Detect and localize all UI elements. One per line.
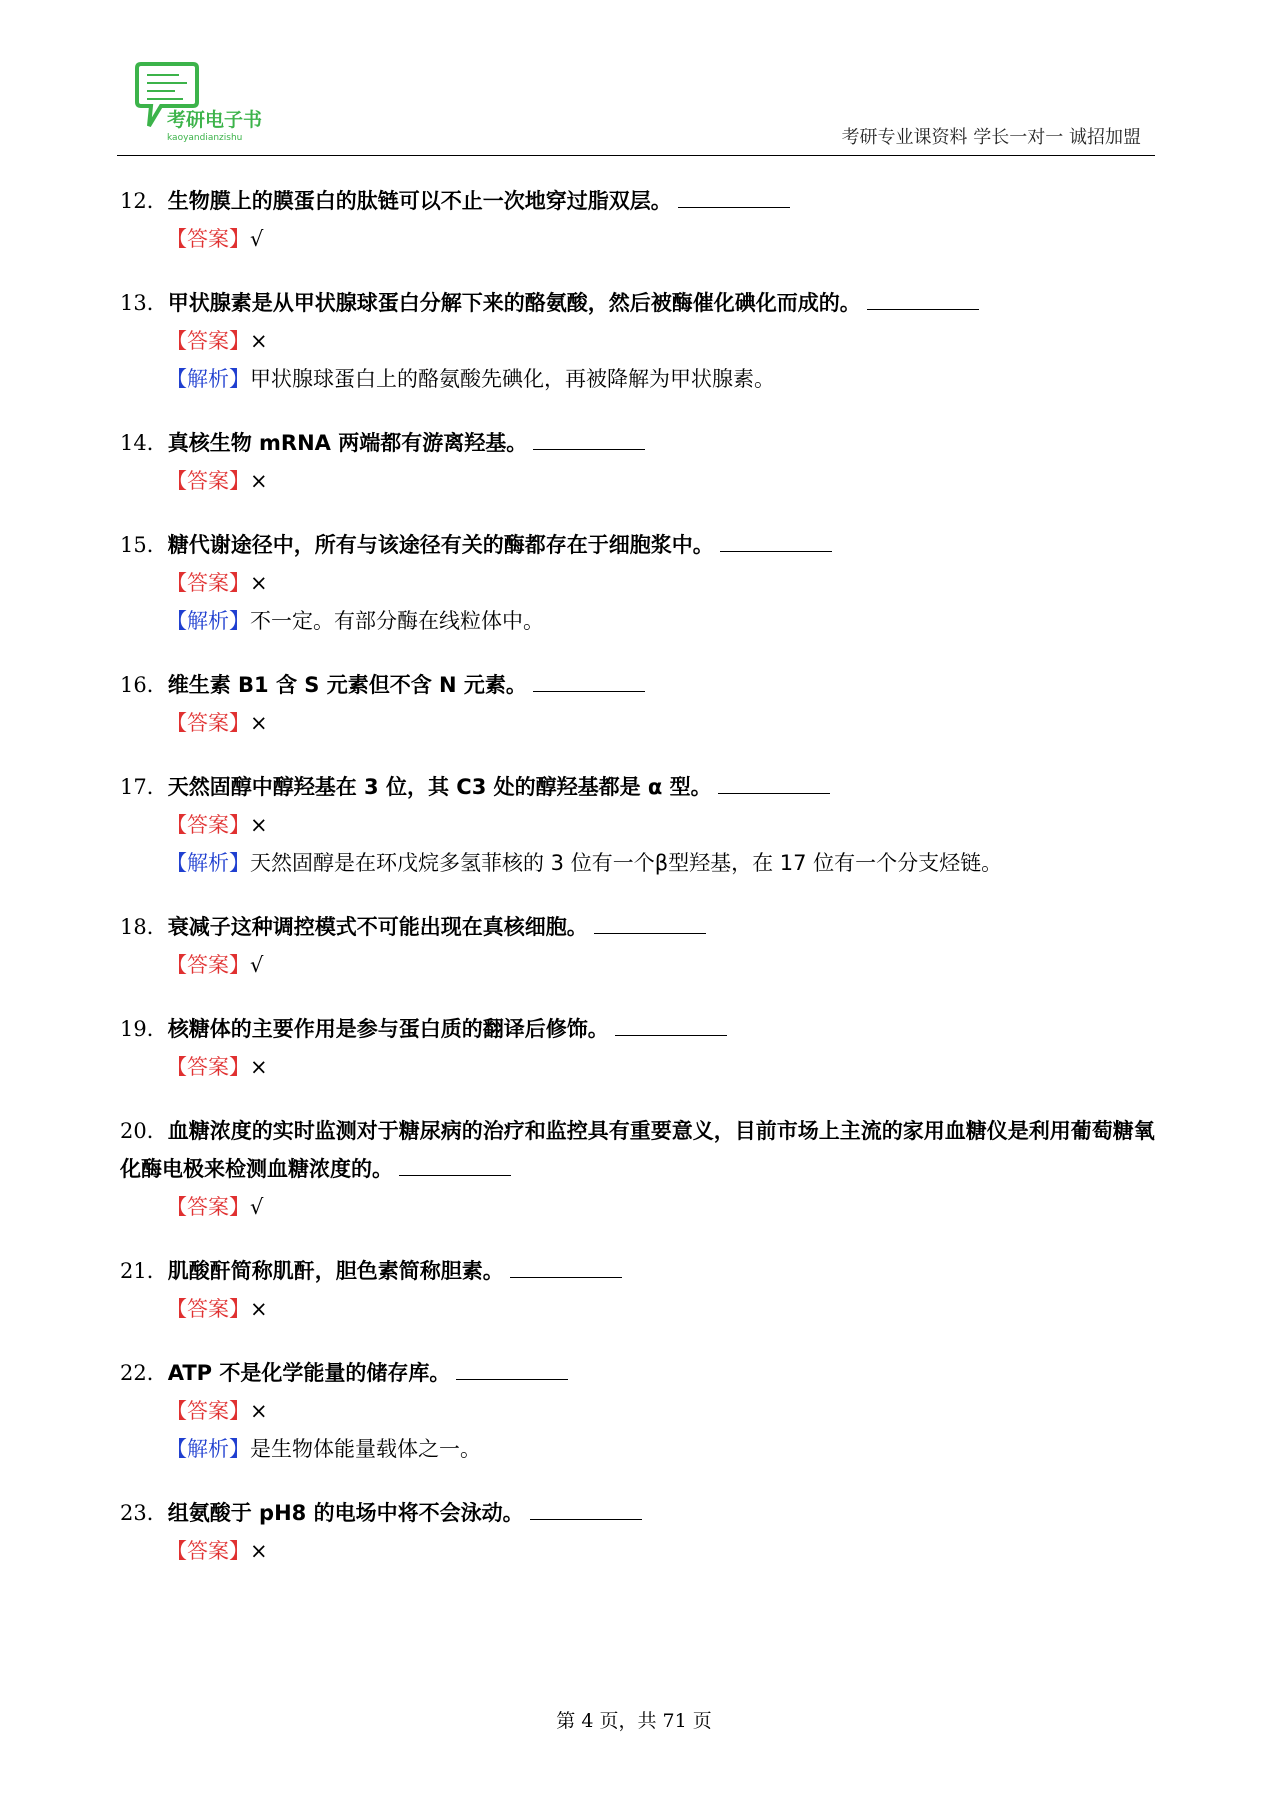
answer-label: 【答案】: [166, 1399, 250, 1423]
question-body: 生物膜上的膜蛋白的肽链可以不止一次地穿过脂双层。: [167, 189, 672, 213]
answer-label: 【答案】: [166, 1055, 250, 1079]
answer-label: 【答案】: [166, 711, 250, 735]
header-slogan: 考研专业课资料 学长一对一 诚招加盟: [841, 127, 1141, 148]
answer-value: √: [250, 1195, 264, 1219]
answer-value: √: [250, 227, 264, 251]
question-body: 血糖浓度的实时监测对于糖尿病的治疗和监控具有重要意义，目前市场上主流的家用血糖仪是利用葡萄糖氧化酶电极来检测血糖浓度的。: [120, 1119, 1155, 1181]
answer-label: 【答案】: [166, 1297, 250, 1321]
answer-row: [120, 462, 1160, 500]
question-number: 22．: [120, 1361, 168, 1385]
logo-text-cn: 考研电子书: [167, 109, 263, 131]
page-footer: 第 4 页，共 71 页: [556, 1710, 712, 1732]
question-number: 23．: [120, 1501, 168, 1525]
answer-blank: [718, 792, 830, 794]
answer-blank: [533, 690, 645, 692]
answer-value: ×: [250, 1539, 268, 1563]
question-body: 核糖体的主要作用是参与蛋白质的翻译后修饰。: [167, 1017, 609, 1041]
question-text: [120, 1354, 1160, 1392]
question-item: [120, 1252, 1160, 1328]
question-number: 19．: [120, 1017, 168, 1041]
question-text: [120, 424, 1160, 462]
explanation-label: 【解析】: [166, 851, 250, 875]
explanation-text: 不一定。有部分酶在线粒体中。: [250, 609, 544, 633]
answer-row: [120, 946, 1160, 984]
answer-row: [120, 1048, 1160, 1086]
answer-label: 【答案】: [166, 1195, 250, 1219]
answer-blank: [530, 1518, 642, 1520]
explanation-text: 甲状腺球蛋白上的酪氨酸先碘化，再被降解为甲状腺素。: [250, 367, 775, 391]
question-number: 16．: [120, 673, 168, 697]
question-number: 13．: [120, 291, 168, 315]
explanation-row: [120, 360, 1160, 398]
question-text: [120, 666, 1160, 704]
answer-label: 【答案】: [166, 813, 250, 837]
answer-value: √: [250, 953, 264, 977]
answer-value: ×: [250, 571, 268, 595]
question-text: [120, 284, 1160, 322]
question-text: [120, 1494, 1160, 1532]
question-body: 组氨酸于 pH8 的电场中将不会泳动。: [167, 1501, 524, 1525]
question-number: 17．: [120, 775, 168, 799]
answer-row: [120, 1188, 1160, 1226]
logo-text-en: kaoyandianzishu: [167, 133, 243, 143]
explanation-row: [120, 844, 1160, 882]
question-number: 21．: [120, 1259, 168, 1283]
question-body: 真核生物 mRNA 两端都有游离羟基。: [167, 431, 528, 455]
question-body: 甲状腺素是从甲状腺球蛋白分解下来的酪氨酸，然后被酶催化碘化而成的。: [167, 291, 861, 315]
answer-blank: [533, 448, 645, 450]
answer-value: ×: [250, 469, 268, 493]
answer-row: [120, 1532, 1160, 1570]
question-text: [120, 1112, 1160, 1188]
answer-label: 【答案】: [166, 1539, 250, 1563]
question-body: 天然固醇中醇羟基在 3 位，其 C3 处的醇羟基都是 α 型。: [167, 775, 712, 799]
answer-label: 【答案】: [166, 469, 250, 493]
answer-label: 【答案】: [166, 571, 250, 595]
question-body: 肌酸酐简称肌酐，胆色素简称胆素。: [167, 1259, 504, 1283]
explanation-text: 是生物体能量载体之一。: [250, 1437, 481, 1461]
explanation-row: [120, 602, 1160, 640]
question-number: 18．: [120, 915, 168, 939]
question-text: [120, 526, 1160, 564]
answer-value: ×: [250, 1055, 268, 1079]
question-body: 糖代谢途径中，所有与该途径有关的酶都存在于细胞浆中。: [167, 533, 714, 557]
answer-blank: [615, 1034, 727, 1036]
question-number: 20．: [120, 1119, 168, 1143]
page-header: [117, 58, 1155, 156]
question-item: [120, 908, 1160, 984]
question-item: [120, 1354, 1160, 1468]
explanation-label: 【解析】: [166, 367, 250, 391]
answer-blank: [720, 550, 832, 552]
question-text: [120, 1010, 1160, 1048]
answer-value: ×: [250, 711, 268, 735]
answer-row: [120, 1392, 1160, 1430]
explanation-label: 【解析】: [166, 1437, 250, 1461]
question-body: 维生素 B1 含 S 元素但不含 N 元素。: [167, 673, 527, 697]
answer-blank: [399, 1174, 511, 1176]
answer-blank: [867, 308, 979, 310]
answer-row: [120, 564, 1160, 602]
question-list: [120, 182, 1160, 1596]
answer-label: 【答案】: [166, 329, 250, 353]
logo: [135, 60, 285, 145]
answer-blank: [510, 1276, 622, 1278]
explanation-label: 【解析】: [166, 609, 250, 633]
explanation-row: [120, 1430, 1160, 1468]
answer-blank: [594, 932, 706, 934]
answer-row: [120, 220, 1160, 258]
question-item: [120, 1010, 1160, 1086]
answer-value: ×: [250, 1297, 268, 1321]
question-number: 12．: [120, 189, 168, 213]
question-item: [120, 526, 1160, 640]
answer-label: 【答案】: [166, 953, 250, 977]
question-number: 14．: [120, 431, 168, 455]
question-item: [120, 768, 1160, 882]
question-item: [120, 182, 1160, 258]
answer-blank: [456, 1378, 568, 1380]
answer-row: [120, 1290, 1160, 1328]
answer-row: [120, 704, 1160, 742]
explanation-text: 天然固醇是在环戊烷多氢菲核的 3 位有一个β型羟基，在 17 位有一个分支烃链。: [250, 851, 1003, 875]
question-item: [120, 1112, 1160, 1226]
question-text: [120, 1252, 1160, 1290]
question-item: [120, 666, 1160, 742]
question-text: [120, 182, 1160, 220]
question-number: 15．: [120, 533, 168, 557]
answer-row: [120, 806, 1160, 844]
question-item: [120, 424, 1160, 500]
answer-row: [120, 322, 1160, 360]
answer-value: ×: [250, 813, 268, 837]
question-body: 衰减子这种调控模式不可能出现在真核细胞。: [167, 915, 588, 939]
answer-blank: [678, 206, 790, 208]
question-item: [120, 284, 1160, 398]
question-body: ATP 不是化学能量的储存库。: [167, 1361, 451, 1385]
question-item: [120, 1494, 1160, 1570]
question-text: [120, 768, 1160, 806]
question-text: [120, 908, 1160, 946]
answer-label: 【答案】: [166, 227, 250, 251]
answer-value: ×: [250, 329, 268, 353]
answer-value: ×: [250, 1399, 268, 1423]
